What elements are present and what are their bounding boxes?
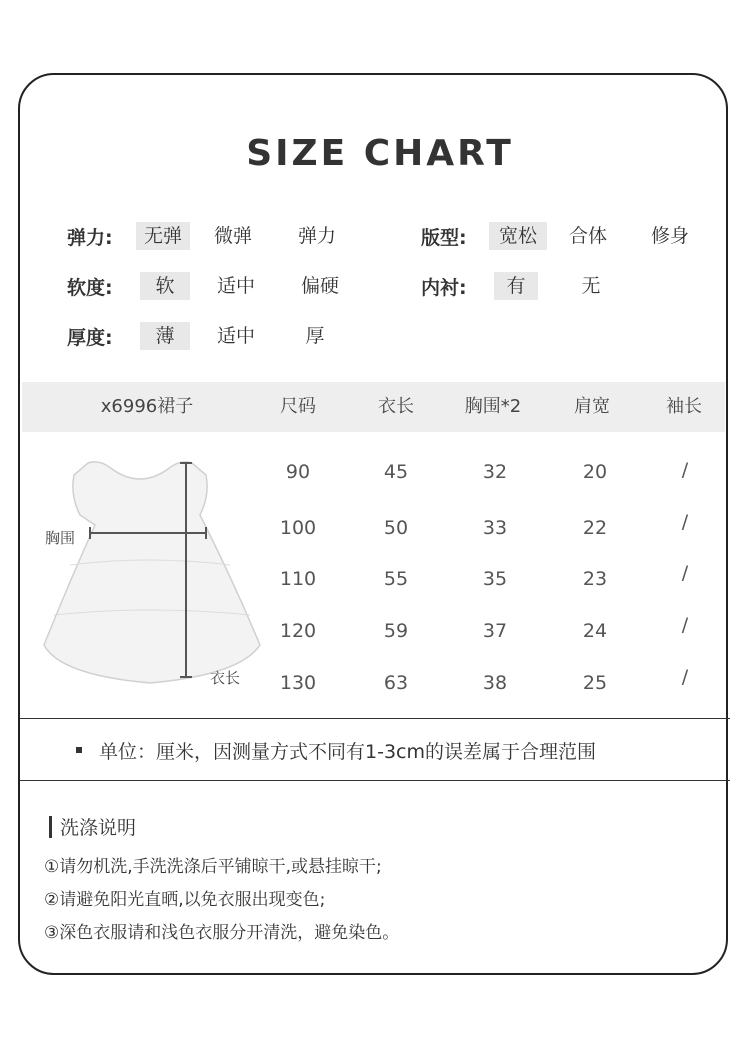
header-sleeve: 袖长: [666, 396, 702, 417]
thickness-label: 厚度:: [67, 327, 113, 349]
thickness-option-medium: 适中: [216, 325, 255, 347]
dress-diagram: [40, 455, 270, 695]
cell-length: 59: [383, 620, 409, 642]
fit-option-loose: 宽松: [489, 222, 547, 250]
cell-chest: 38: [482, 672, 508, 694]
table-header: [22, 382, 725, 432]
cell-size: 100: [279, 517, 317, 539]
cell-sleeve: /: [681, 562, 689, 584]
cell-chest: 37: [482, 620, 508, 642]
header-size: 尺码: [280, 396, 316, 417]
chest-label: 胸围: [45, 529, 76, 547]
fit-option-slim: 修身: [650, 225, 689, 247]
lining-option-yes: 有: [494, 272, 538, 300]
header-product: x6996裙子: [100, 396, 194, 417]
softness-option-hard: 偏硬: [300, 275, 339, 297]
fit-label: 版型:: [421, 227, 467, 249]
divider: [20, 718, 730, 719]
length-label: 衣长: [210, 669, 241, 687]
cell-length: 45: [383, 461, 409, 483]
washing-line: ③深色衣服请和浅色衣服分开清洗，避免染色。: [44, 923, 400, 943]
divider: [20, 780, 730, 781]
cell-chest: 33: [482, 517, 508, 539]
thickness-option-thin: 薄: [140, 322, 190, 350]
washing-line: ①请勿机洗,手洗洗涤后平铺晾干,或悬挂晾干;: [44, 857, 382, 877]
cell-size: 110: [279, 568, 317, 590]
cell-chest: 35: [482, 568, 508, 590]
fit-option-regular: 合体: [568, 225, 607, 247]
cell-shoulder: 22: [582, 517, 608, 539]
lining-label: 内衬:: [421, 277, 467, 299]
cell-chest: 32: [482, 461, 508, 483]
dress-shape: [44, 462, 260, 683]
cell-sleeve: /: [681, 511, 689, 533]
cell-sleeve: /: [681, 614, 689, 636]
header-chest: 胸围*2: [464, 396, 522, 417]
bullet-icon: [76, 747, 82, 753]
lining-option-no: 无: [581, 275, 601, 297]
cell-sleeve: /: [681, 459, 689, 481]
washing-line: ②请避免阳光直晒,以免衣服出现变色;: [44, 890, 326, 910]
page-title: SIZE CHART: [246, 133, 514, 174]
elasticity-option-slight: 微弹: [213, 225, 252, 247]
softness-label: 软度:: [67, 277, 113, 299]
cell-shoulder: 20: [582, 461, 608, 483]
cell-length: 50: [383, 517, 409, 539]
cell-size: 120: [279, 620, 317, 642]
unit-note: 单位：厘米，因测量方式不同有1-3cm的误差属于合理范围: [99, 741, 596, 763]
cell-shoulder: 24: [582, 620, 608, 642]
header-length: 衣长: [378, 396, 414, 417]
cell-shoulder: 25: [582, 672, 608, 694]
cell-shoulder: 23: [582, 568, 608, 590]
cell-size: 90: [285, 461, 311, 483]
cell-sleeve: /: [681, 666, 689, 688]
cell-size: 130: [279, 672, 317, 694]
elasticity-option-none: 无弹: [136, 222, 190, 250]
elasticity-option-elastic: 弹力: [297, 225, 336, 247]
softness-option-soft: 软: [140, 272, 190, 300]
thickness-option-thick: 厚: [305, 325, 325, 347]
softness-option-medium: 适中: [216, 275, 255, 297]
cell-length: 63: [383, 672, 409, 694]
elasticity-label: 弹力:: [67, 227, 113, 249]
header-shoulder: 肩宽: [574, 396, 610, 417]
washing-title: 洗涤说明: [60, 817, 137, 839]
section-marker: [49, 816, 52, 838]
cell-length: 55: [383, 568, 409, 590]
